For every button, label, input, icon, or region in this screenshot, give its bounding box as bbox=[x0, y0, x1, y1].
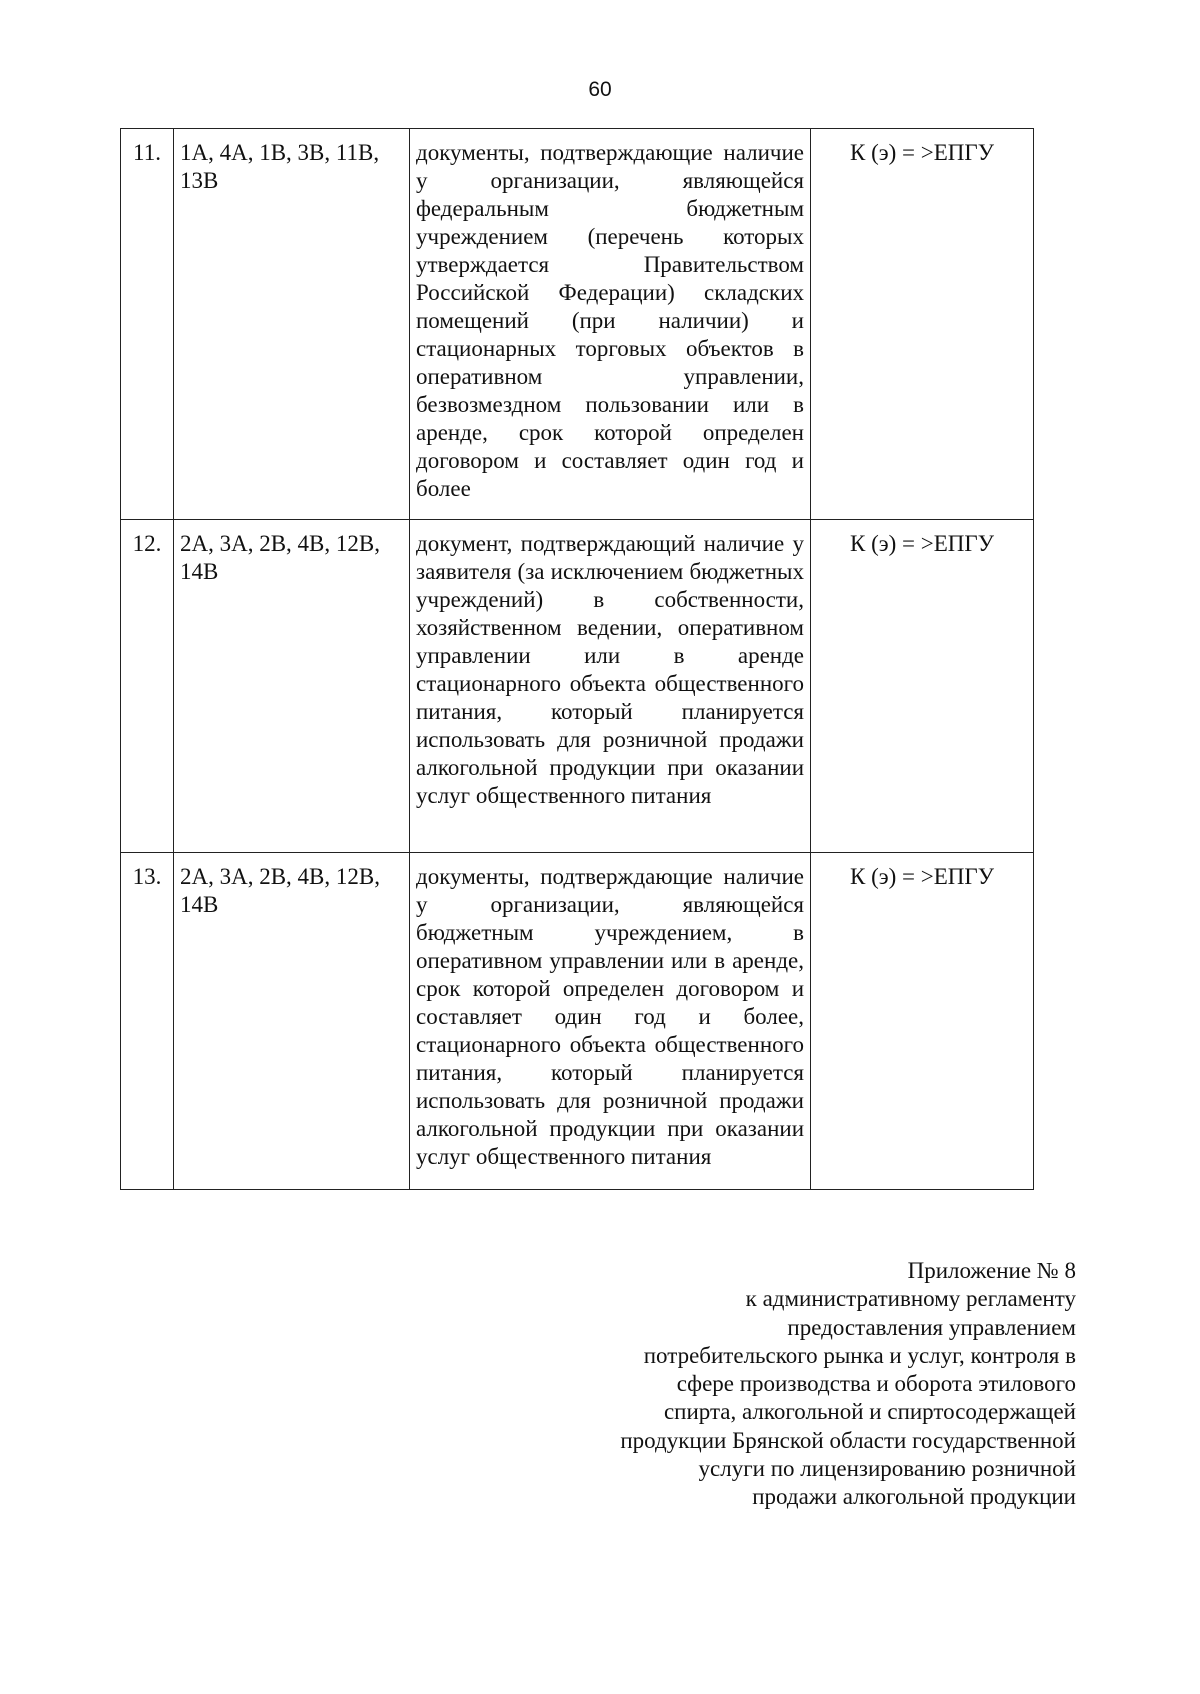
appendix-line: предоставления управлением bbox=[787, 1314, 1076, 1340]
table-row bbox=[121, 853, 1034, 1190]
row-number: 11. bbox=[121, 129, 174, 520]
row-route: К (э) = >ЕПГУ bbox=[811, 129, 1034, 520]
row-description: документ, подтверждающий наличие у заявителя (за исключением бюджетных учреждений) в собственности, хозяйственном ведении, оперативном управлении или в аренде стационарного объекта общественного питания, который планируется использовать для розничной продажи алкогольной продукции при оказании услуг общественного питания bbox=[410, 520, 811, 853]
row-codes: 2А, 3А, 2В, 4В, 12В, 14В bbox=[174, 520, 410, 853]
page-number: 60 bbox=[588, 78, 612, 101]
table-row bbox=[121, 129, 1034, 520]
row-codes: 2А, 3А, 2В, 4В, 12В, 14В bbox=[174, 853, 410, 1190]
appendix-line: продукции Брянской области государственной bbox=[620, 1427, 1076, 1453]
row-number: 13. bbox=[121, 853, 174, 1190]
appendix-heading bbox=[520, 1257, 1076, 1512]
appendix-line: продажи алкогольной продукции bbox=[752, 1484, 1076, 1510]
table-row bbox=[121, 520, 1034, 853]
appendix-title: Приложение № 8 bbox=[907, 1258, 1076, 1283]
row-description: документы, подтверждающие наличие у организации, являющейся федеральным бюджетным учреждением (перечень которых утверждается Правительством Российской Федерации) складских помещений (при наличии) и стационарных торговых объектов в оперативном управлении, безвозмездном пользовании или в аренде, срок которой определен договором и составляет один год и более bbox=[410, 129, 811, 520]
appendix-line: к административному регламенту bbox=[745, 1286, 1076, 1312]
row-route: К (э) = >ЕПГУ bbox=[811, 853, 1034, 1190]
appendix-line: услуги по лицензированию розничной bbox=[698, 1456, 1076, 1482]
row-number: 12. bbox=[121, 520, 174, 853]
appendix-line: спирта, алкогольной и спиртосодержащей bbox=[663, 1399, 1076, 1425]
row-codes: 1А, 4А, 1В, 3В, 11В, 13В bbox=[174, 129, 410, 520]
row-description: документы, подтверждающие наличие у организации, являющейся бюджетным учреждением, в оперативном управлении или в аренде, срок которой определен договором и составляет один год и более, стационарного объекта общественного питания, который планируется использовать для розничной продажи алкогольной продукции при оказании услуг общественного питания bbox=[410, 853, 811, 1190]
documents-table bbox=[120, 128, 1034, 1190]
appendix-line: потребительского рынка и услуг, контроля в bbox=[643, 1342, 1076, 1368]
appendix-line: сфере производства и оборота этилового bbox=[676, 1371, 1076, 1397]
row-route: К (э) = >ЕПГУ bbox=[811, 520, 1034, 853]
